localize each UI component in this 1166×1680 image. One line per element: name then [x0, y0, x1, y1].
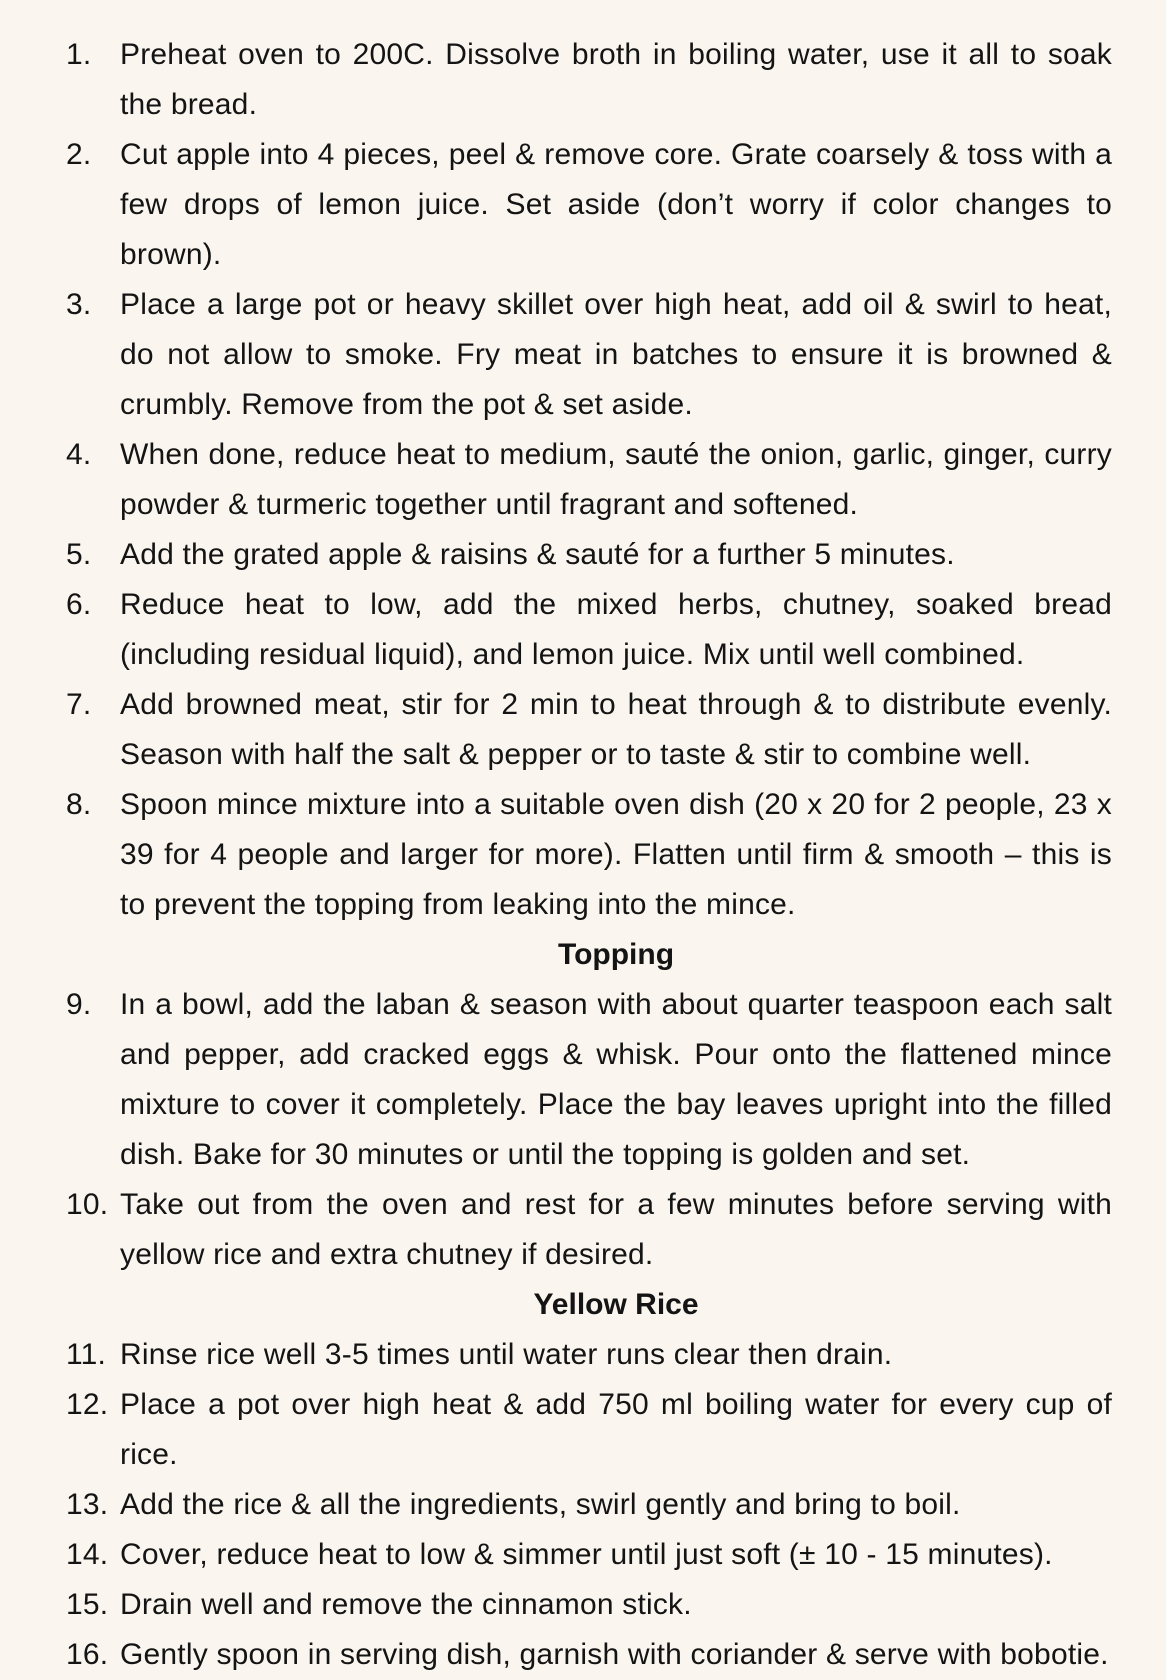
step-number: 9. [66, 988, 92, 1021]
step-number: 10. [66, 1188, 109, 1221]
step-item [66, 130, 1112, 280]
step-text: Take out from the oven and rest for a few minutes before serving with yellow rice and extra chutney if desired. [120, 1188, 1112, 1271]
step-item [66, 980, 1112, 1180]
step-item [66, 1380, 1112, 1480]
step-number: 15. [66, 1588, 109, 1621]
step-text: Drain well and remove the cinnamon stick. [120, 1588, 692, 1621]
step-text: Spoon mince mixture into a suitable oven dish (20 x 20 for 2 people, 23 x 39 for 4 people and larger for more). Flatten until firm & smooth – this is to prevent the topping from leaking into the mince. [120, 788, 1112, 921]
instructions [66, 30, 1112, 1680]
step-number: 7. [66, 688, 92, 721]
step-item [66, 1630, 1112, 1680]
step-item [66, 1480, 1112, 1530]
step-item [66, 1330, 1112, 1380]
step-text: Place a large pot or heavy skillet over high heat, add oil & swirl to heat, do not allow to smoke. Fry meat in batches to ensure it is browned & crumbly. Remove from the pot & set aside. [120, 288, 1112, 421]
step-item [66, 1530, 1112, 1580]
step-number: 4. [66, 438, 92, 471]
step-text: Gently spoon in serving dish, garnish with coriander & serve with bobotie. [120, 1638, 1109, 1671]
topping-steps-list [66, 980, 1112, 1280]
step-text: Add the rice & all the ingredients, swirl gently and bring to boil. [120, 1488, 961, 1521]
yellow-rice-heading: Yellow Rice [533, 1288, 699, 1321]
step-number: 13. [66, 1488, 109, 1521]
step-number: 6. [66, 588, 92, 621]
topping-heading: Topping [557, 938, 675, 971]
step-item [66, 780, 1112, 930]
step-text: Rinse rice well 3-5 times until water runs clear then drain. [120, 1338, 893, 1371]
step-item [66, 680, 1112, 780]
step-item [66, 530, 1112, 580]
step-number: 2. [66, 138, 92, 171]
step-item [66, 430, 1112, 530]
step-text: In a bowl, add the laban & season with about quarter teaspoon each salt and pepper, add cracked eggs & whisk. Pour onto the flattened mince mixture to cover it completely. Place the bay leaves upright into the filled dish. Bake for 30 minutes or until the topping is golden and set. [120, 988, 1112, 1171]
step-number: 11. [66, 1338, 107, 1371]
step-text: Place a pot over high heat & add 750 ml boiling water for every cup of rice. [120, 1388, 1112, 1471]
step-number: 1. [66, 38, 92, 71]
step-number: 14. [66, 1538, 109, 1571]
step-number: 5. [66, 538, 92, 571]
step-item [66, 580, 1112, 680]
step-text: When done, reduce heat to medium, sauté the onion, garlic, ginger, curry powder & turmeric together until fragrant and softened. [120, 438, 1112, 521]
step-item [66, 30, 1112, 130]
yellow-rice-steps-list [66, 1330, 1112, 1680]
step-text: Cut apple into 4 pieces, peel & remove core. Grate coarsely & toss with a few drops of lemon juice. Set aside (don’t worry if color changes to brown). [120, 138, 1112, 271]
step-item [66, 1180, 1112, 1280]
step-number: 12. [66, 1388, 109, 1421]
step-text: Add the grated apple & raisins & sauté for a further 5 minutes. [120, 538, 955, 571]
step-text: Reduce heat to low, add the mixed herbs, chutney, soaked bread (including residual liquid), and lemon juice. Mix until well combined. [120, 588, 1112, 671]
step-text: Preheat oven to 200C. Dissolve broth in boiling water, use it all to soak the bread. [120, 38, 1112, 121]
step-text: Add browned meat, stir for 2 min to heat through & to distribute evenly. Season with half the salt & pepper or to taste & stir to combine well. [120, 688, 1112, 771]
main-steps-list [66, 30, 1112, 930]
step-number: 16. [66, 1638, 109, 1671]
step-number: 3. [66, 288, 92, 321]
step-item [66, 1580, 1112, 1630]
step-item [66, 280, 1112, 430]
step-number: 8. [66, 788, 92, 821]
step-text: Cover, reduce heat to low & simmer until just soft (± 10 - 15 minutes). [120, 1538, 1053, 1571]
